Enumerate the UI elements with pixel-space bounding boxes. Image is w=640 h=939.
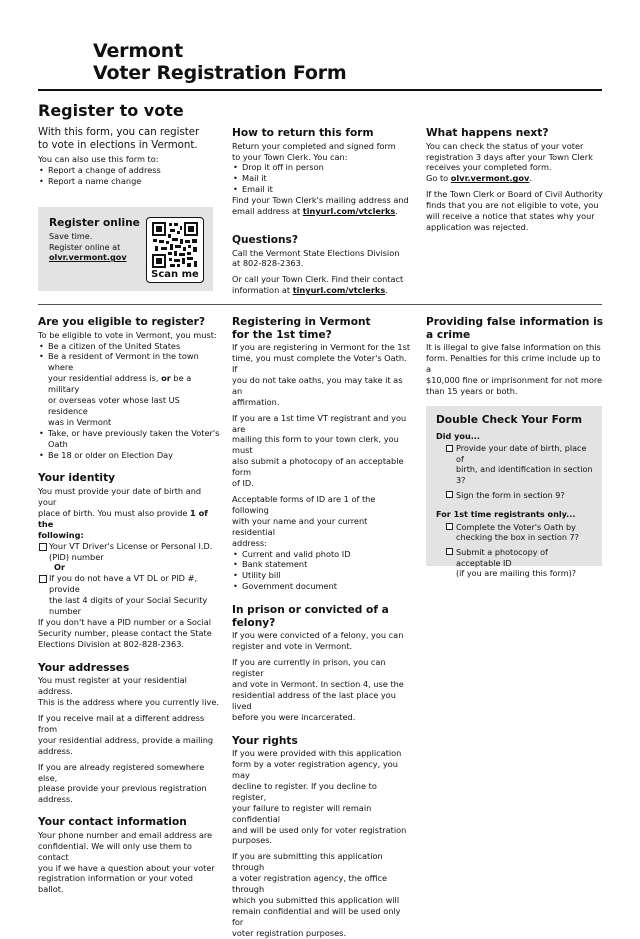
return-methods-list: [232, 162, 412, 195]
town-clerks-link-2[interactable]: tinyurl.com/vtclerks: [292, 285, 386, 296]
checkbox-item: If you do not have a VT DL or PID #, provide the last 4 digits of your Social Security number: [38, 573, 220, 617]
what-next-title: What happens next?: [426, 127, 549, 139]
list-item: • Utility bill: [232, 570, 412, 581]
qr-code-icon: [152, 222, 198, 268]
checkbox[interactable]: [446, 548, 453, 555]
list-item: • Report a change of address: [38, 165, 218, 176]
or-label: Or: [54, 562, 65, 573]
list-item: • Drop it off in person: [232, 162, 412, 173]
scan-me-label: Scan me: [151, 269, 199, 280]
how-to-return-title: How to return this form: [232, 127, 374, 139]
first-time-only-label: For 1st time registrants only...: [436, 509, 576, 520]
return-section: How to return this form Return your completed and signed form to your Town Clerk. You can: • Drop it off in person • Mail it • Email it Find your Town Clerk's mailing address and email address at tinyurl.com/vtclerks. Questions? Call the Vermont State Elections Division at 802-828-2363. Or call your Town Clerk. Find their contact information at tinyurl.com/vtclerks.: [232, 127, 412, 296]
list-item: • Be 18 or older on Election Day: [38, 450, 220, 461]
header-rule: [38, 89, 602, 91]
addresses-title: Your addresses: [38, 661, 130, 674]
check-item-sign: Sign the form in section 9?: [436, 490, 593, 501]
double-check-box: [426, 406, 602, 579]
intro-list: [38, 165, 218, 187]
check-item-oath: Complete the Voter's Oath by checking the box in section 7?: [436, 522, 593, 543]
register-online-text: Save time. Register online at olvr.vermont.gov: [49, 231, 127, 263]
did-you-label: Did you...: [436, 430, 480, 441]
first-time-column: Registering in Vermont for the 1st time? If you are registering in Vermont for the 1st time, you must complete the Voter's Oath. If you do not take oaths, you may take it as an affirmation. If you are a 1st time VT registrant and you are mailing this form to your town clerk, you must also submit a photocopy of an acceptable form of ID. Acceptable forms of ID are 1 of the following with your name and your current residential address: • Current and valid photo ID • Bank statement • Utility bill • Government document In prison or convicted of a felony? If you were convicted of a felony, you can register and vote in Vermont. If you are currently in prison, you can register and vote in Vermont. In section 4, use the residential address of the last place you lived before you were incarcerated. Your rights If you were provided with this application form by a voter registration agency, you may decline to register. If you decline to register, your failure to register will remain confidential and will be used only for voter registration purposes. If you are submitting this application through a voter registration agency, the office through which you submitted this application will remain confidential and will be used only for voter registration purposes.: [232, 316, 412, 939]
list-item: • Be a citizen of the United States: [38, 341, 220, 352]
rights-title: Your rights: [232, 734, 298, 747]
id-forms-list: [232, 549, 412, 593]
intro-also: You can also use this form to:: [38, 154, 159, 164]
qr-code[interactable]: [146, 217, 204, 283]
identity-options-2: [38, 573, 220, 617]
intro-section: [38, 126, 218, 191]
register-online-title: Register online: [49, 217, 140, 229]
register-heading: Register to vote: [38, 101, 184, 120]
register-online-box: [38, 207, 213, 291]
identity-title: Your identity: [38, 472, 116, 485]
list-item: • Current and valid photo ID: [232, 549, 412, 560]
false-info-section: Providing false information is a crime It is illegal to give false information on this form. Penalties for this crime include up to a $10,000 fine or imprisonment for not more than 15 years or both.: [426, 316, 606, 397]
what-next-section: What happens next? You can check the status of your voter registration 3 days after your Town Clerk receives your completed form. Go to olvr.vermont.gov. If the Town Clerk or Board of Civil Authority finds that you are not eligible to vote, you will receive a notice that states why your application was rejected.: [426, 127, 606, 233]
list-item: • Mail it: [232, 173, 412, 184]
olvr-link[interactable]: olvr.vermont.gov: [49, 252, 127, 263]
double-check-title: Double Check Your Form: [436, 414, 582, 426]
list-item: • Be a resident of Vermont in the town where your residential address is, or be a military or overseas voter whose last US residence was in Vermont: [38, 351, 220, 427]
checkbox[interactable]: [446, 523, 453, 530]
check-item-birth: Provide your date of birth, place of birth, and identification in section 3?: [436, 443, 593, 485]
check-item-id: Submit a photocopy of acceptable ID (if you are mailing this form)?: [436, 547, 593, 579]
eligible-title: Are you eligible to register?: [38, 316, 206, 328]
identity-options: [38, 541, 220, 563]
checkbox-item: Your VT Driver's License or Personal I.D. (PID) number: [38, 541, 220, 563]
prison-title: In prison or convicted of a felony?: [232, 604, 389, 629]
intro-lead: With this form, you can register to vote in elections in Vermont.: [38, 127, 200, 151]
checkbox[interactable]: [446, 445, 453, 452]
contact-title: Your contact information: [38, 816, 187, 829]
list-item: • Report a name change: [38, 176, 218, 187]
false-info-title: Providing false information is a crime: [426, 316, 604, 341]
checkbox[interactable]: [446, 491, 453, 498]
list-item: • Take, or have previously taken the Voter's Oath: [38, 428, 220, 450]
section-rule: [38, 304, 602, 305]
first-time-title: Registering in Vermont for the 1st time?: [232, 316, 371, 341]
olvr-link-2[interactable]: olvr.vermont.gov: [450, 173, 530, 184]
form-title: Vermont Voter Registration Form: [93, 40, 347, 84]
list-item: • Bank statement: [232, 559, 412, 570]
eligibility-list: [38, 341, 220, 461]
eligibility-column: Are you eligible to register? To be eligible to vote in Vermont, you must: • Be a citizen of the United States • Be a resident of Vermont in the town where your residential address is, or be a military or overseas voter whose last US residence was in Vermont • Take, or have previously taken the Voter's Oath • Be 18 or older on Election Day Your identity You must provide your date of birth and your place of birth. You must also provide 1 of the following: Your VT Driver's License or Personal I.D. (PID) number Or If you do not have a VT DL or PID #, provide the last 4 digits of your Social Security number If you don't have a PID number or a Social Security number, please contact the State Elections Division at 802-828-2363. Your addresses You must register at your residential address. This is the address where you currently live. If you receive mail at a different address from your residential address, provide a mailing address. If you are already registered somewhere else, please provide your previous registration address. Your contact information Your phone number and email address are confidential. We will only use them to contact you if we have a question about your voter registration information or your voted ballot.: [38, 316, 220, 895]
list-item: • Email it: [232, 184, 412, 195]
list-item: • Government document: [232, 581, 412, 592]
questions-title: Questions?: [232, 233, 299, 246]
town-clerks-link[interactable]: tinyurl.com/vtclerks: [302, 206, 396, 217]
